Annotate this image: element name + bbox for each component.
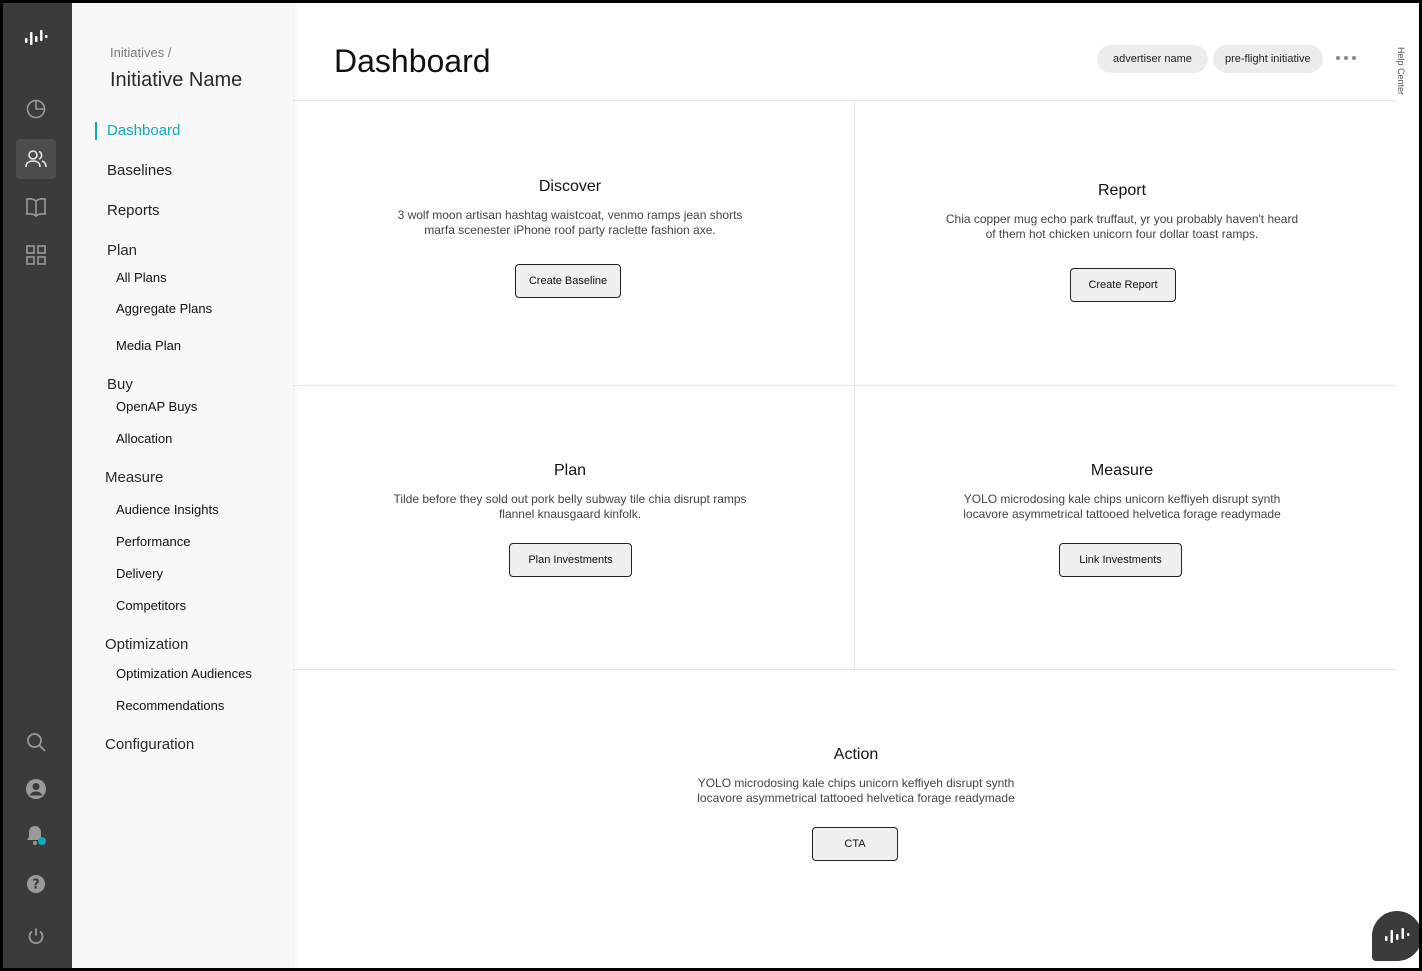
sidebar-item-openap-buys[interactable]: OpenAP Buys [116, 399, 198, 414]
page-title: Dashboard [334, 43, 491, 79]
chat-bubble-button[interactable] [1372, 911, 1419, 961]
measure-card [903, 462, 1341, 522]
sidebar-item-baselines[interactable]: Baselines [107, 162, 173, 179]
divider [293, 385, 1397, 386]
report-card [903, 182, 1341, 242]
card-description: Tilde before they sold out pork belly subway tile chia disrupt ramps flannel knausgaard kinfolk. [393, 492, 747, 521]
bell-icon[interactable] [16, 815, 56, 855]
main-content [293, 3, 1419, 968]
svg-text:?: ? [32, 877, 40, 893]
sidebar-item-dashboard[interactable]: Dashboard [107, 122, 181, 139]
sidebar-section-plan[interactable]: Plan [107, 242, 138, 259]
advertiser-chip[interactable]: advertiser name [1097, 45, 1208, 73]
divider [293, 100, 1397, 101]
sidebar [72, 3, 293, 968]
pie-chart-icon[interactable] [16, 89, 56, 129]
card-description: YOLO microdosing kale chips unicorn keffiyeh disrupt synth locavore asymmetrical tattooed helvetica forage readymade [963, 492, 1281, 521]
card-description: Chia copper mug echo park truffaut, yr you probably haven't heard of them hot chicken unicorn four dollar toast ramps. [945, 212, 1299, 241]
create-baseline-button[interactable]: Create Baseline [515, 264, 621, 298]
logo-icon [1383, 925, 1411, 947]
sidebar-item-reports[interactable]: Reports [107, 202, 160, 219]
card-title: Report [1097, 182, 1147, 199]
sidebar-item-recommendations[interactable]: Recommendations [116, 698, 225, 713]
sidebar-section-measure[interactable]: Measure [105, 469, 164, 486]
sidebar-section-optimization[interactable]: Optimization [105, 636, 189, 653]
user-avatar-icon[interactable] [16, 769, 56, 809]
sidebar-item-optimization-audiences[interactable]: Optimization Audiences [116, 666, 252, 681]
sidebar-item-aggregate-plans[interactable]: Aggregate Plans [116, 301, 213, 316]
grid-icon[interactable] [16, 235, 56, 275]
book-icon[interactable] [16, 187, 56, 227]
sidebar-item-all-plans[interactable]: All Plans [116, 270, 167, 285]
breadcrumb[interactable]: Initiatives / [110, 45, 172, 60]
sidebar-item-configuration[interactable]: Configuration [105, 736, 195, 753]
active-indicator [95, 122, 97, 140]
divider [854, 100, 855, 669]
divider [293, 669, 1397, 670]
cta-button[interactable]: CTA [812, 827, 898, 861]
plan-investments-button[interactable]: Plan Investments [509, 543, 632, 577]
search-icon[interactable] [16, 722, 56, 762]
action-card [636, 746, 1076, 806]
help-icon[interactable] [16, 864, 56, 904]
sidebar-item-performance[interactable]: Performance [116, 534, 191, 549]
notification-dot [38, 837, 46, 845]
initiative-name: Initiative Name [110, 69, 243, 91]
more-options-icon[interactable] [1336, 51, 1358, 65]
link-investments-button[interactable]: Link Investments [1059, 543, 1182, 577]
card-title: Action [833, 746, 879, 763]
logo-icon[interactable] [16, 18, 56, 58]
card-title: Discover [538, 178, 602, 195]
card-title: Measure [1090, 462, 1154, 479]
power-icon[interactable] [16, 916, 56, 956]
card-title: Plan [553, 462, 587, 479]
sidebar-item-allocation[interactable]: Allocation [116, 431, 173, 446]
sidebar-item-media-plan[interactable]: Media Plan [116, 338, 182, 353]
plan-card [353, 462, 787, 522]
initiative-status-chip[interactable]: pre-flight initiative [1213, 45, 1323, 73]
help-center-tab[interactable]: Help Center [1396, 47, 1406, 96]
users-icon[interactable] [16, 139, 56, 179]
sidebar-item-audience-insights[interactable]: Audience Insights [116, 502, 219, 517]
sidebar-item-competitors[interactable]: Competitors [116, 598, 187, 613]
discover-card [353, 178, 787, 238]
card-description: YOLO microdosing kale chips unicorn keffiyeh disrupt synth locavore asymmetrical tattooed helvetica forage readymade [697, 776, 1015, 805]
sidebar-item-delivery[interactable]: Delivery [116, 566, 163, 581]
card-description: 3 wolf moon artisan hashtag waistcoat, venmo ramps jean shorts marfa scenester iPhone roof party raclette fashion axe. [397, 208, 743, 237]
create-report-button[interactable]: Create Report [1070, 268, 1176, 302]
sidebar-section-buy[interactable]: Buy [107, 376, 133, 393]
icon-rail [3, 3, 72, 968]
app-window [3, 3, 1419, 968]
